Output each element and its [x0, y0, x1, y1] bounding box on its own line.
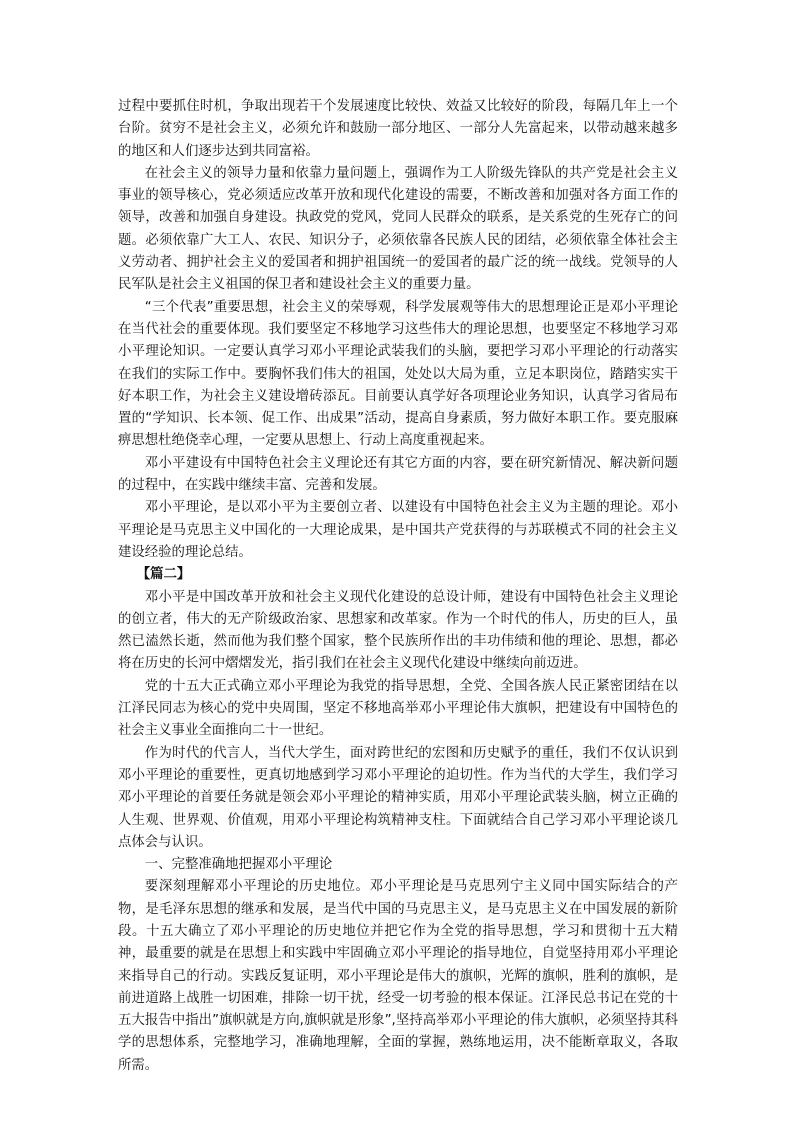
- paragraph-students: 作为时代的代言人，当代大学生，面对跨世纪的宏图和历史赋予的重任，我们不仅认识到邓小平理论的重要性，更真切地感到学习邓小平理论的迫切性。作为当代的大学生，我们学习邓小平理论的首要任务就是领会邓小平理论的精神实质，用邓小平理论武装头脑，树立正确的人生观、世界观、价值观，用邓小平理论构筑精神支柱。下面就结合自己学习邓小平理论谈几点体会与认识。: [118, 745, 678, 850]
- paragraph-continuation: 过程中要抓住时机，争取出现若干个发展速度比较快、效益又比较好的阶段，每隔几年上一个台阶。贫穷不是社会主义，必须允许和鼓励一部分地区、一部分人先富起来，以带动越来越多的地区和人们逐步达到共同富裕。: [118, 99, 678, 159]
- paragraph-deng-intro: 邓小平是中国改革开放和社会主义现代化建设的总设计师，建设有中国特色社会主义理论的创立者，伟大的无产阶级政治家、思想家和改革家。作为一个时代的伟人，历史的巨人，虽然已溘然长逝，然而他为我们整个国家，整个民族所作出的丰功伟绩和他的理论、思想，都必将在历史的长河中熠熠发光，指引我们在社会主义现代化建设中继续向前迈进。: [118, 589, 678, 672]
- paragraph-three-represents: “三个代表”重要思想，社会主义的荣辱观，科学发展观等伟大的思想理论正是邓小平理论在当代社会的重要体现。我们要坚定不移地学习这些伟大的理论思想，也要坚定不移地学习邓小平理论知识。一定要认真学习邓小平理论武装我们的头脑，要把学习邓小平理论的行动落实在我们的实际工作中。要胸怀我们伟大的祖国，处处以大局为重，立足本职岗位，踏踏实实干好本职工作，为社会主义建设增砖添瓦。目前要认真学好各项理论业务知识，认真学习省局布置的“学知识、长本领、促工作、出成果”活动，提高自身素质，努力做好本职工作。要克服麻痹思想杜绝侥幸心理，一定要从思想上、行动上高度重视起来。: [118, 299, 678, 449]
- paragraph-historical-status: 要深刻理解邓小平理论的历史地位。邓小平理论是马克思列宁主义同中国实际结合的产物，是毛泽东思想的继承和发展，是当代中国的马克思主义，是马克思主义在中国发展的新阶段。十五大确立了邓小平理论的历史地位并把它作为全党的指导思想，学习和贯彻十五大精神，最重要的就是在思想上和实践中牢固确立邓小平理论的指导地位，自觉坚持用邓小平理论来指导自己的行动。实践反复证明，邓小平理论是伟大的旗帜，光辉的旗帜，胜利的旗帜，是前进道路上战胜一切困难，排除一切干扰，经受一切考验的根本保证。江泽民总书记在党的十五大报告中指出”旗帜就是方向,旗帜就是形象”,坚持高举邓小平理论的伟大旗帜，必须坚持其科学的思想体系，完整地学习，准确地理解，全面的掌握，熟练地运用，决不能断章取义，各取所需。: [118, 879, 678, 1073]
- paragraph-other-content: 邓小平建设有中国特色社会主义理论还有其它方面的内容，要在研究新情况、解决新问题的过程中，在实践中继续丰富、完善和发展。: [118, 455, 678, 494]
- paragraph-fifteenth-congress: 党的十五大正式确立邓小平理论为我党的指导思想，全党、全国各族人民正紧密团结在以江泽民同志为核心的党中央周围，坚定不移地高举邓小平理论伟大旗帜，把建设有中国特色的社会主义事业全面推向二十一世纪。: [118, 678, 678, 739]
- subheading-grasp-theory: 一、完整准确地把握邓小平理论: [144, 857, 333, 873]
- paragraph-leadership: 在社会主义的领导力量和依靠力量问题上，强调作为工人阶级先锋队的共产党是社会主义事业的领导核心，党必须适应改革开放和现代化建设的需要，不断改善和加强对各方面工作的领导，改善和加强自身建设。执政党的党风，党同人民群众的联系，是关系党的生死存亡的问题。必须依靠广大工人、农民、知识分子，必须依靠各民族人民的团结，必须依靠全体社会主义劳动者、拥护社会主义的爱国者和拥护祖国统一的爱国者的最广泛的统一战线。党领导的人民军队是社会主义祖国的保卫者和建设社会主义的重要力量。: [118, 165, 678, 293]
- paragraph-theory-definition: 邓小平理论，是以邓小平为主要创立者、以建设有中国特色社会主义为主题的理论。邓小平理论是马克思主义中国化的一大理论成果，是中国共产党获得的与苏联模式不同的社会主义建设经验的理论总结。: [118, 500, 678, 560]
- document-page: [118, 96, 678, 1077]
- section-heading-part-two: 【篇二】: [136, 567, 191, 583]
